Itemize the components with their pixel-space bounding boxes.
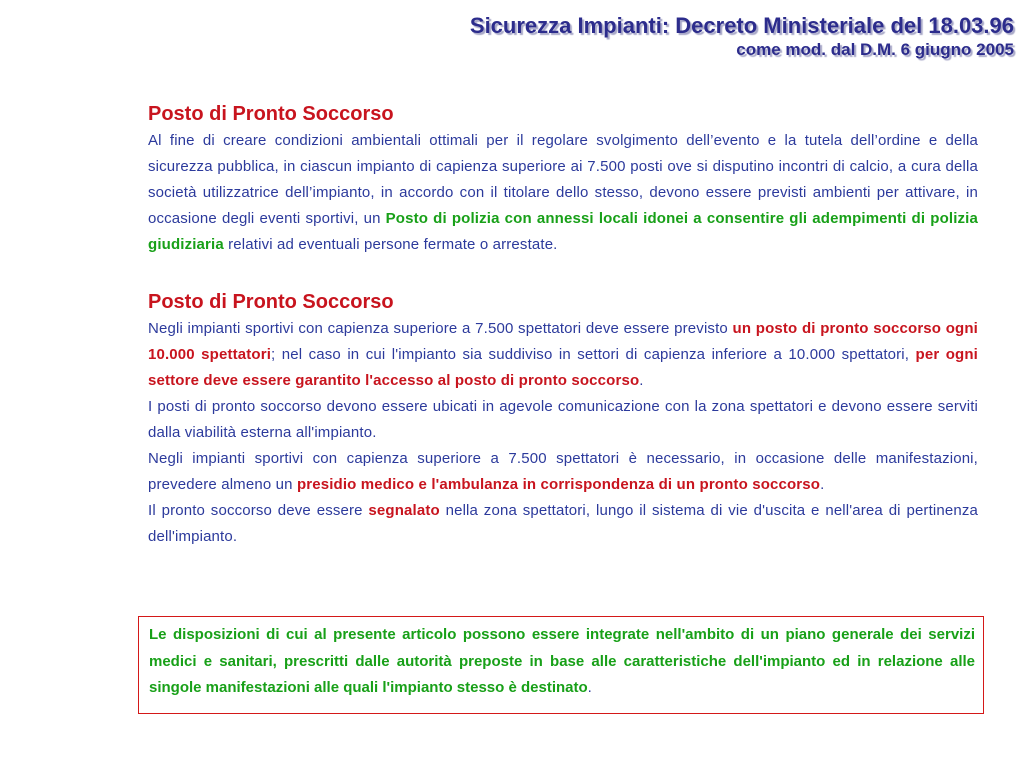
spacer — [148, 258, 978, 288]
text-segment: Il pronto soccorso deve essere — [148, 502, 369, 519]
note-end: . — [587, 679, 592, 696]
highlight-presidio-ambulanza: presidio medico e l'ambulanza in corrispondenza di un pronto soccorso — [296, 476, 821, 493]
text-segment: relativi ad eventuali persone fermate o arrestate. — [223, 236, 558, 253]
highlight-posto-polizia: Posto di polizia con annessi locali idonei a consentire gli adempimenti di polizia giudiziaria — [148, 210, 978, 253]
note-box — [138, 616, 984, 714]
slide-subtitle: come mod. dal D.M. 6 giugno 2005 — [736, 40, 1014, 59]
section-title-pronto-soccorso: Posto di Pronto Soccorso — [148, 291, 394, 313]
highlight-posto-ogni-10000: un posto di pronto soccorso ogni 10.000 spettatori — [148, 320, 978, 363]
text-segment: Al fine di creare condizioni ambientali ottimali per il regolare svolgimento dell’evento e la tutela dell’ordine e della sicurezza pubblica, in ciascun impianto di capienza superiore ai 7.500 posti ove si disputino incontri di calcio, a cura della società utilizzatrice dell’impianto, in accordo con il titolare dello stesso, devono essere previsti ambienti per attivare, in occasione degli eventi sportivi, un — [148, 132, 978, 227]
slide-content — [148, 100, 978, 550]
note-body: Le disposizioni di cui al presente articolo possono essere integrate nell'ambito di un piano generale dei servizi medici e sanitari, prescritti dalle autorità preposte in base alle caratteristiche dell'impianto ed in relazione alle singole manifestazioni alle quali l'impianto stesso è destinato — [149, 626, 975, 696]
paragraph-capienza — [148, 316, 978, 394]
paragraph-presidio-medico — [148, 446, 978, 498]
text-segment: . — [820, 476, 825, 493]
section-title-posto-polizia: Posto di Pronto Soccorso — [148, 103, 394, 125]
highlight-accesso-settore: per ogni settore deve essere garantito l'accesso al posto di pronto soccorso — [148, 346, 978, 389]
note-text — [149, 622, 975, 702]
text-segment: ; nel caso in cui l'impianto sia suddiviso in settori di capienza inferiore a 10.000 spettatori, — [271, 346, 916, 363]
text-segment: Negli impianti sportivi con capienza superiore a 7.500 spettatori deve essere previsto — [148, 320, 733, 337]
paragraph-segnalazione — [148, 498, 978, 550]
highlight-segnalato: segnalato — [368, 502, 440, 519]
paragraph-posto-polizia — [148, 128, 978, 258]
paragraph-ubicazione: I posti di pronto soccorso devono essere ubicati in agevole comunicazione con la zona spettatori e devono essere serviti dalla viabilità esterna all'impianto. — [148, 398, 978, 441]
slide-title: Sicurezza Impianti: Decreto Ministeriale del 18.03.96 — [469, 13, 1014, 38]
text-segment: Negli impianti sportivi con capienza superiore a 7.500 spettatori è necessario, in occasione delle manifestazioni, prevedere almeno un — [148, 450, 978, 493]
text-segment: nella zona spettatori, lungo il sistema di vie d'uscita e nell'area di pertinenza dell'impianto. — [148, 502, 978, 545]
slide-header — [470, 14, 1014, 60]
text-segment: . — [639, 372, 644, 389]
